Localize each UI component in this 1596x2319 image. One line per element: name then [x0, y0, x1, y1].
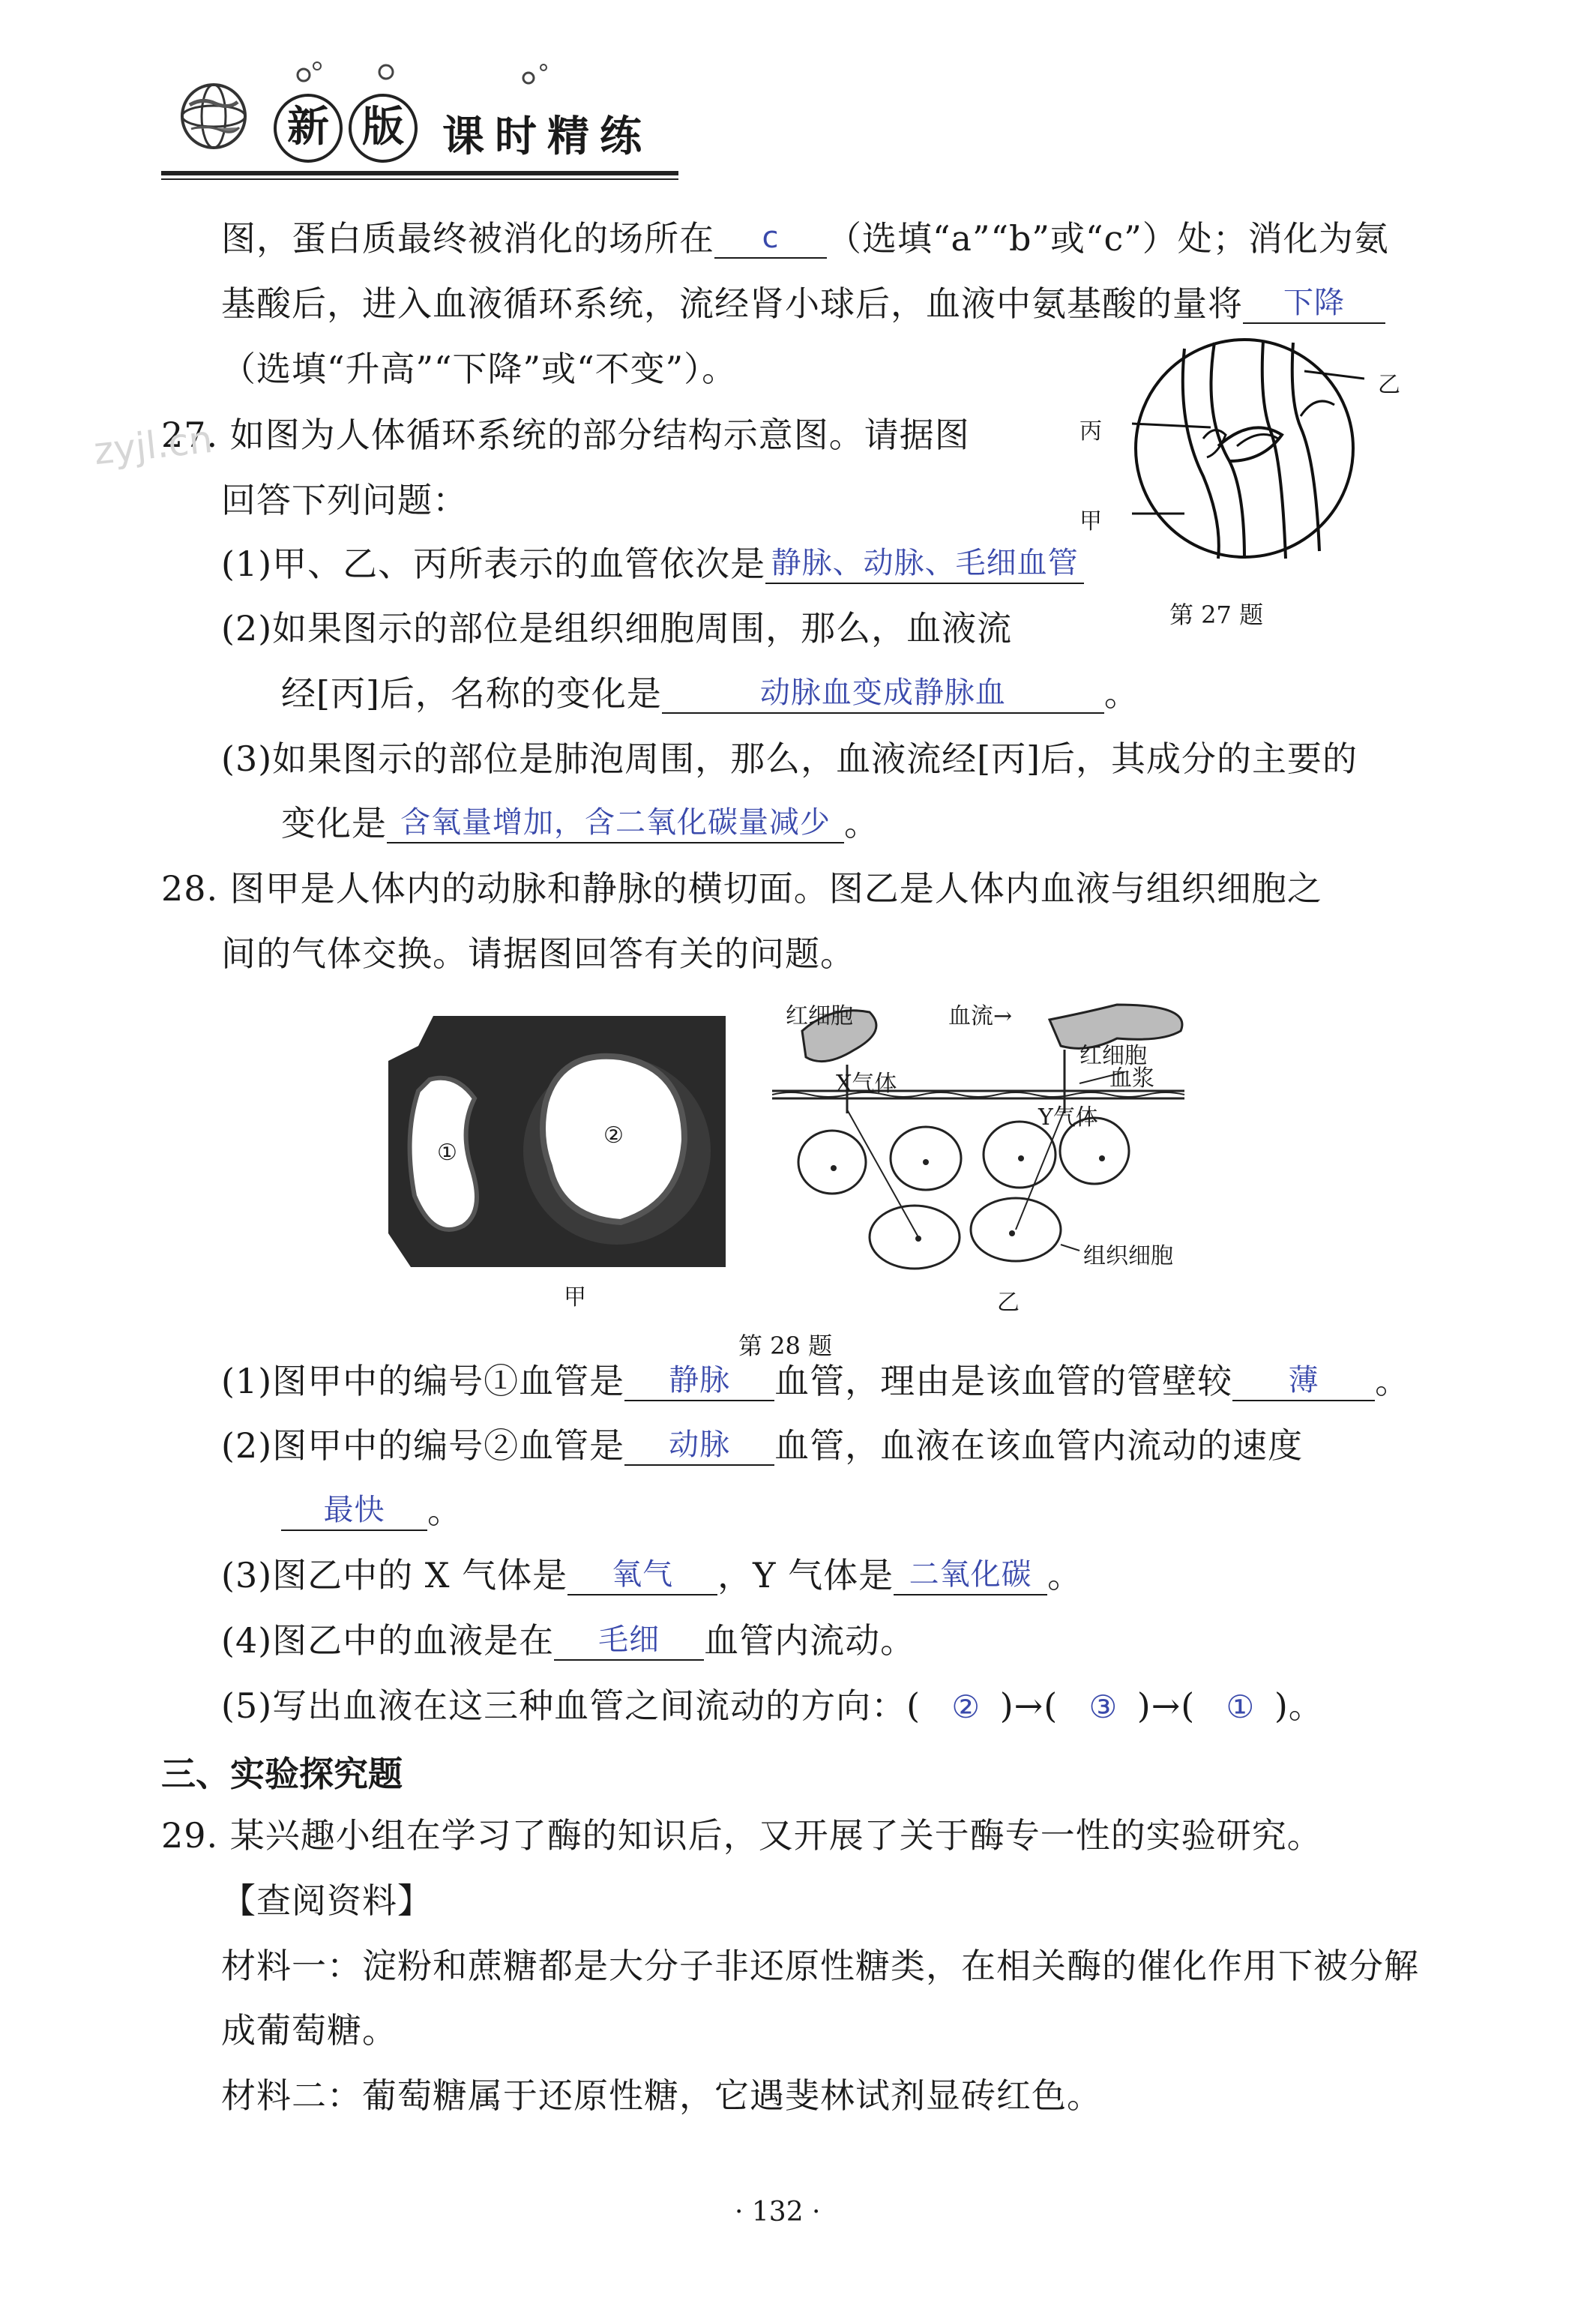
- q28-answer-3b: 二氧化碳: [894, 1555, 1047, 1595]
- q28-caption: 第 28 题: [738, 1332, 833, 1360]
- q27-caption: 第 27 题: [1169, 601, 1264, 629]
- q28-answer-1a: 静脉: [624, 1361, 774, 1401]
- q29-stem: 29. 某兴趣小组在学习了酶的知识后，又开展了关于酶专一性的实验研究。: [161, 1815, 1322, 1856]
- q28-part-3: (3)图乙中的 X 气体是 氧气 ，Y 气体是 二氧化碳 。: [221, 1555, 1083, 1595]
- q26-answer-site: c: [714, 218, 827, 259]
- q27-stem-1: 27. 如图为人体循环系统的部分结构示意图。请据图: [161, 415, 970, 455]
- q28-answer-5a: ②: [951, 1688, 981, 1725]
- q27-figure-capillary-circle: [1132, 334, 1364, 566]
- q27-part-1: (1)甲、乙、丙所表示的血管依次是 静脉、动脉、毛细血管: [221, 541, 1084, 587]
- q26-line-1: 图，蛋白质最终被消化的场所在 c （选填“a”“b”或“c”）处；消化为氨: [221, 218, 1389, 259]
- q28-part-2-line-2: 最快 。: [281, 1488, 463, 1534]
- q28-answer-3a: 氧气: [567, 1555, 717, 1595]
- q28-stem-1: 28. 图甲是人体内的动脉和静脉的横切面。图乙是人体内血液与组织细胞之: [161, 868, 1322, 909]
- q28-answer-1b: 薄: [1232, 1361, 1375, 1401]
- header-rule-thin: [161, 178, 678, 180]
- q27-label-bing: 丙: [1079, 418, 1102, 445]
- flower-decoration-icon: [281, 52, 566, 97]
- q27-label-yi: 乙: [1378, 372, 1400, 398]
- q28-yi-label-rbc-1: 红细胞: [786, 1003, 853, 1029]
- q28-yi-label-flow: 血流→: [948, 1003, 1013, 1029]
- q28-yi-label-rbc-2: 红细胞: [1079, 1043, 1147, 1069]
- q28-yi-label-x-gas: X气体: [836, 1071, 897, 1097]
- header-badge-2: 版: [349, 94, 418, 163]
- q29-heading: 【查阅资料】: [221, 1880, 433, 1921]
- page-number: · 132 ·: [735, 2197, 821, 2228]
- q27-stem-2: 回答下列问题：: [221, 480, 468, 520]
- q28-stem-2: 间的气体交换。请据图回答有关的问题。: [221, 933, 855, 974]
- header-rule: [161, 171, 678, 175]
- q26-line-3: （选填“升高”“下降”或“不变”）。: [221, 349, 738, 389]
- q29-material-2: 材料二：葡萄糖属于还原性糖，它遇斐林试剂显砖红色。: [221, 2075, 1102, 2116]
- q28-answer-5b: ③: [1088, 1688, 1118, 1725]
- q28-answer-5c: ①: [1226, 1688, 1256, 1725]
- q27-part-3-line-1: (3)如果图示的部位是肺泡周围，那么，血液流经[丙]后，其成分的主要的: [221, 739, 1358, 779]
- q29-material-1-line-2: 成葡萄糖。: [221, 2010, 397, 2051]
- q28-part-4: (4)图乙中的血液是在 毛细 血管内流动。: [221, 1620, 916, 1661]
- q27-answer-1: 静脉、动脉、毛细血管: [765, 544, 1084, 584]
- q28-jia-label-2: ②: [603, 1122, 624, 1149]
- q28-answer-4: 毛细: [554, 1620, 704, 1661]
- q27-part-2-line-1: (2)如果图示的部位是组织细胞周围，那么，血液流: [221, 608, 1013, 649]
- header: [161, 52, 678, 172]
- q28-part-5: (5)写出血液在这三种血管之间流动的方向：( ② )→( ③ )→( ① )。: [221, 1683, 1324, 1730]
- q28-yi-label-plasma: 血浆: [1109, 1065, 1154, 1092]
- q28-answer-2b: 最快: [281, 1491, 427, 1531]
- q28-jia-name: 甲: [564, 1284, 586, 1311]
- q27-answer-3: 含氧量增加，含二氧化碳量减少: [387, 803, 844, 843]
- q28-yi-name: 乙: [997, 1290, 1020, 1316]
- header-badge-1: 新: [274, 94, 343, 163]
- q28-yi-label-y-gas: Y气体: [1038, 1104, 1098, 1131]
- globe-logo-icon: [176, 75, 251, 157]
- q27-label-jia: 甲: [1079, 508, 1102, 535]
- q27-answer-2: 动脉血变成静脉血: [662, 673, 1104, 714]
- q27-part-3-line-2: 变化是 含氧量增加，含二氧化碳量减少 。: [281, 803, 879, 843]
- watermark: zyjl.cn: [91, 417, 215, 474]
- q28-part-2: (2)图甲中的编号②血管是 动脉 血管，血液在该血管内流动的速度: [221, 1425, 1304, 1466]
- q29-material-1-line-1: 材料一：淀粉和蔗糖都是大分子非还原性糖类，在相关酶的催化作用下被分解: [221, 1946, 1419, 1986]
- q28-answer-2a: 动脉: [624, 1425, 774, 1466]
- q26-answer-amino: 下降: [1243, 283, 1385, 324]
- q28-jia-label-1: ①: [437, 1140, 457, 1166]
- section-3-title: 三、实验探究题: [161, 1754, 403, 1794]
- q28-part-1: (1)图甲中的编号①血管是 静脉 血管，理由是该血管的管壁较 薄 。: [221, 1361, 1411, 1401]
- q28-yi-label-tissue: 组织细胞: [1083, 1243, 1173, 1269]
- q26-line-2: 基酸后，进入血液循环系统，流经肾小球后，血液中氨基酸的量将 下降: [221, 281, 1385, 327]
- header-title: 课时精练: [442, 112, 652, 161]
- q27-part-2-line-2: 经[丙]后，名称的变化是 动脉血变成静脉血 。: [281, 673, 1139, 714]
